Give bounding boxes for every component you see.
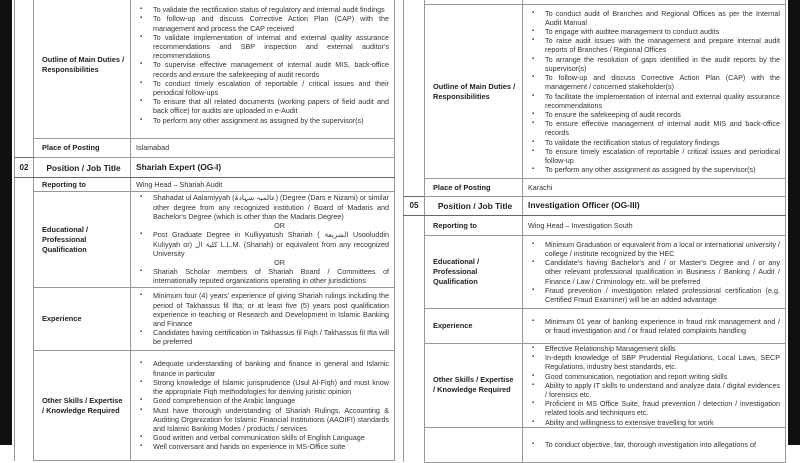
row-label: Place of Posting — [34, 139, 131, 158]
job-table-right — [403, 0, 786, 463]
table-row — [15, 192, 395, 288]
bullet-list — [528, 9, 780, 175]
row-label: Outline of Main Duties / Responsibilities — [425, 5, 523, 179]
scan-border-left — [0, 0, 12, 445]
row-label: Educational / Professional Qualification — [34, 192, 131, 288]
list-item: ▪ Proficient in MS Office Suite, fraud prevention / detection / investigation related tools and techniques etc. — [545, 399, 780, 417]
position-number — [15, 139, 34, 158]
list-item: ▪ Good written and verbal communication skills of English Language — [153, 433, 389, 442]
list-item: ▪ Ability and willingness to extensive travelling for work — [545, 418, 780, 427]
or-separator: OR — [274, 257, 285, 267]
row-value — [523, 344, 786, 428]
list-item: ▪ Minimum Graduation or equivalent from a local or international university / college / institute recognized by the HEC — [545, 240, 780, 258]
row-label: Experience — [425, 309, 523, 344]
bullet-list — [528, 317, 780, 335]
list-item: ▪ Fraud prevention / investigation related professional certification (e.g. Certified Fraud Examiner) will be an added advantage — [545, 286, 780, 304]
list-item: ▪ Post Graduate Degree in Kulliyyatush Shariah ( الشریعۃ Usooluddin Kuliyyah or) کلیۃ ال L.L.M. (Shariah) or equivalent from any recognized University — [153, 230, 389, 258]
list-item: ▪ To engage with auditee management to conduct audits — [545, 27, 780, 36]
position-number — [15, 288, 34, 351]
bullet-list — [528, 344, 780, 427]
list-item: ▪ To conduct objective, fair, thorough investigation into allegations of — [545, 440, 780, 449]
list-item: ▪ To supervise effective management of internal audit MIS, back-office records and ensure the safekeeping of audit records — [153, 60, 389, 78]
row-value: Wing Head – Investigation South — [523, 216, 786, 236]
row-value — [523, 5, 786, 179]
or-separator: OR — [274, 221, 285, 231]
row-label: Experience — [34, 288, 131, 351]
list-item: ▪ Strong knowledge of Islamic jurisprudence (Usul Al-Fiqh) and must know the appropriate Fiqh methodologies for deriving juristic opinion — [153, 378, 389, 396]
row-label: Reporting to — [34, 178, 131, 192]
table-row — [404, 5, 786, 179]
table-row — [15, 0, 395, 139]
row-value — [523, 309, 786, 344]
row-value: Islamabad — [131, 139, 395, 158]
list-item: ▪ Candidates having certification in Takhassus fil Fiqh / Takhassus fil Ifta will be preferred — [153, 328, 389, 346]
list-item: ▪ Shariah Scholar members of Shariah Board / Committees of internationally reputed organizations operating in other jurisdictions — [153, 267, 389, 285]
bullet-list — [136, 5, 389, 125]
list-item: ▪ Well conversant and hands on experience in MS-Office suite — [153, 442, 389, 451]
row-label: Educational / Professional Qualification — [425, 236, 523, 309]
position-number: 05 — [404, 197, 425, 216]
list-item: ▪ To ensure effective management of internal audit MIS and back-office records — [545, 119, 780, 137]
row-value — [131, 351, 395, 461]
position-number: 02 — [15, 158, 34, 178]
list-item: ▪ To follow-up and discuss Corrective Action Plan (CAP) with the management / concerned stakeholder(s) — [545, 73, 780, 91]
position-number — [404, 5, 425, 179]
row-value: Karachi — [523, 179, 786, 197]
table-row — [404, 216, 786, 236]
list-item: ▪ To validate the rectification status of regulatory findings — [545, 138, 780, 147]
list-item: ▪ To perform any other assignment as assigned by the supervisor(s) — [545, 165, 780, 174]
list-item: ▪ Effective Relationship Management skills — [545, 344, 780, 353]
list-item: ▪ Good comprehension of the Arabic language — [153, 396, 389, 405]
table-row — [15, 288, 395, 351]
table-row — [15, 178, 395, 192]
list-item: ▪ To raise audit issues with the management and prepare internal audit reports of Branches / Regional Offices — [545, 36, 780, 54]
list-item: ▪ To ensure the safekeeping of audit records — [545, 110, 780, 119]
list-item: ▪ To facilitate the implementation of internal and external quality assurance recommendations — [545, 92, 780, 110]
list-item: ▪ To conduct audit of Branches and Regional Offices as per the Internal Audit Manual — [545, 9, 780, 27]
list-item: ▪ Ability to apply IT skills to understand and analyze data / digital evidences / forensics etc. — [545, 381, 780, 399]
row-value — [131, 288, 395, 351]
row-label: Position / Job Title — [425, 197, 523, 216]
row-value — [131, 0, 395, 139]
row-label: Reporting to — [425, 216, 523, 236]
list-item: ▪ Adequate understanding of banking and finance in general and Islamic finance in particular — [153, 359, 389, 377]
position-title: Investigation Officer (OG-III) — [523, 197, 786, 216]
bullet-list — [528, 240, 780, 304]
table-row — [404, 309, 786, 344]
list-item: ▪ Minimum 01 year of banking experience in fraud risk management and / or fraud investigation and / or fraud related complaints handling — [545, 317, 780, 335]
row-label: Other Skills / Expertise / Knowledge Required — [34, 351, 131, 461]
row-value — [523, 236, 786, 309]
table-row — [15, 351, 395, 461]
row-label: Place of Posting — [425, 179, 523, 197]
list-item: ▪ To follow-up and discuss Corrective Action Plan (CAP) with the management and process the CAP received — [153, 14, 389, 32]
list-item: ▪ To conduct timely escalation of reportable / critical issues and their periodical follow-ups — [153, 79, 389, 97]
bullet-list — [136, 193, 389, 285]
position-number — [404, 216, 425, 236]
position-number — [404, 309, 425, 344]
table-row — [404, 236, 786, 309]
position-number — [15, 0, 34, 139]
list-item: ▪ Minimum four (4) years' experience of giving Shariah rulings including the period of Takhassus fil Ifta; or at least five (5) years post qualification experience in teaching or Research and Development in Islamic Banking and Finance — [153, 291, 389, 328]
list-item: ▪ Good communication, negotiation and report writing skills — [545, 372, 780, 381]
bullet-list — [136, 359, 389, 451]
row-value: Wing Head – Shariah Audit — [131, 178, 395, 192]
list-item: ▪ Must have thorough understanding of Shariah Rulings, Accounting & Auditing Organization for Islamic Financial Institutions (AAOIFI) standards and Islamic Banking Modes / products / services — [153, 406, 389, 434]
table-row — [404, 344, 786, 428]
row-label: Position / Job Title — [34, 158, 131, 178]
list-item: ▪ To ensure that all related documents (working papers of field audit and back office) for audits are uploaded in e-Audit — [153, 97, 389, 115]
row-label: Outline of Main Duties / Responsibilities — [34, 0, 131, 139]
list-item: ▪ To validate the rectification status of regulatory and internal audit findings — [153, 5, 389, 14]
scan-border-right — [788, 0, 800, 445]
position-number — [15, 192, 34, 288]
list-item: ▪ Shahadat ul Aalamiyyah (عالمیہ شہادۃ) (Degree (Dars e Nizami) or similar other degree from any recognized institution / Board of Madaris and Bachelor's Degree (which is other than the Madaris Degree) — [153, 193, 389, 221]
position-number — [404, 344, 425, 428]
list-item: ▪ To ensure timely escalation of reportable / critical issues and periodical follow-up — [545, 147, 780, 165]
list-item: ▪ In-depth knowledge of SBP Prudential Regulations, Local Laws, SECP Regulations, industry best standards, etc. — [545, 353, 780, 371]
position-title-row — [404, 197, 786, 216]
position-title: Shariah Expert (OG-I) — [131, 158, 395, 178]
position-number — [15, 178, 34, 192]
row-label: Other Skills / Expertise / Knowledge Required — [425, 344, 523, 428]
position-number — [15, 351, 34, 461]
position-title-row — [15, 158, 395, 178]
table-row — [15, 139, 395, 158]
position-number — [404, 179, 425, 197]
job-table-left — [14, 0, 395, 461]
list-item: ▪ Candidate's having Bachelor's and / or Master's Degree and / or any other relevant professional qualification in Business / Banking / Audit / Finance / Law / Criminology etc. will be preferred — [545, 258, 780, 286]
table-row — [404, 179, 786, 197]
bullet-list — [136, 291, 389, 346]
list-item: ▪ To perform any other assignment as assigned by the supervisor(s) — [153, 116, 389, 125]
position-number — [404, 236, 425, 309]
row-value — [131, 192, 395, 288]
list-item: ▪ To validate implementation of internal and external quality assurance recommendations and SBP inspection and external auditor's recommendations — [153, 33, 389, 61]
list-item: ▪ To arrange the resolution of gaps identified in the audit reports by the supervisor(s) — [545, 55, 780, 73]
